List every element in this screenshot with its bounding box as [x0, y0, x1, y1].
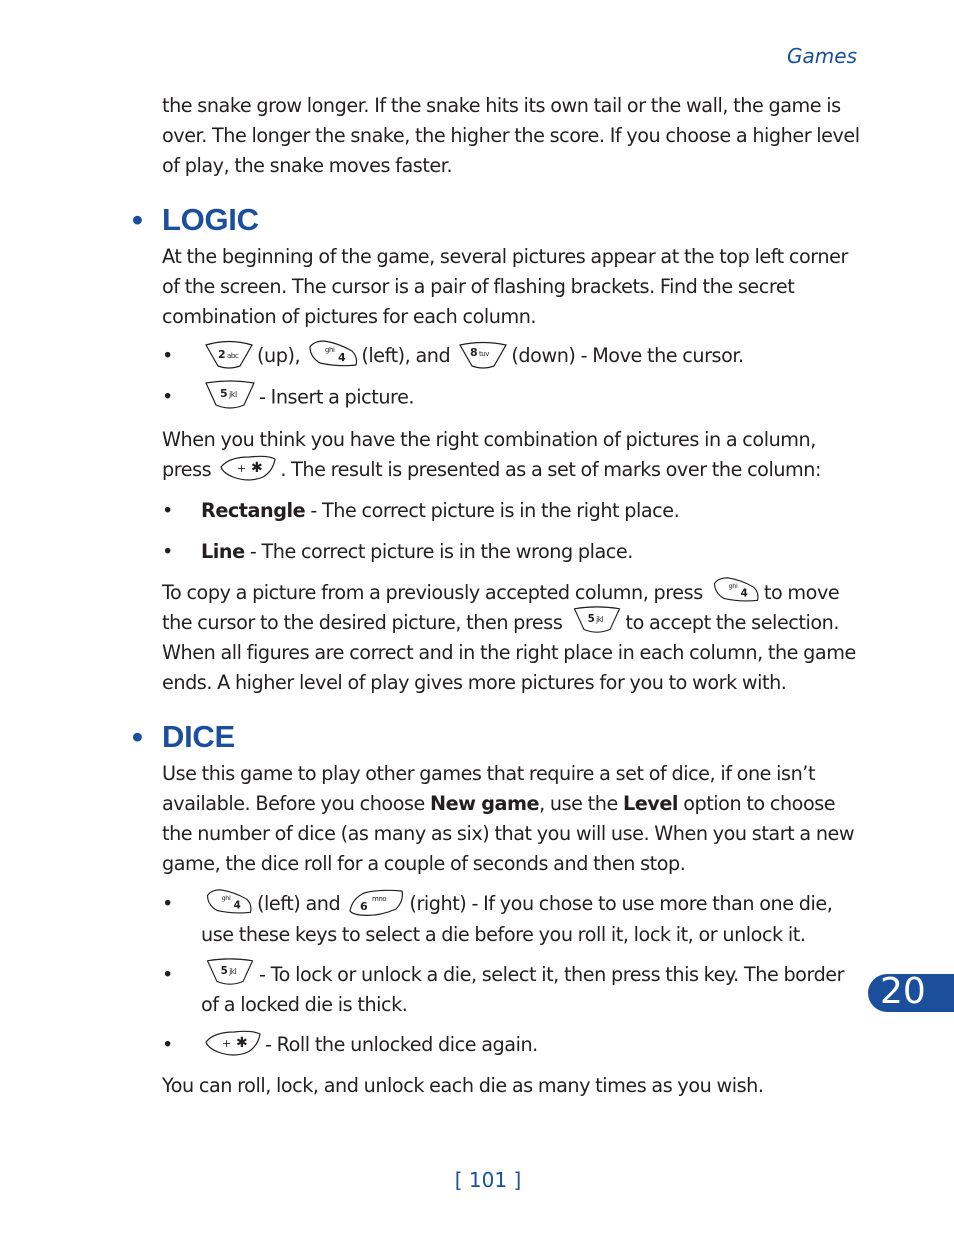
bullet: •: [162, 344, 173, 367]
list-item: [162, 341, 862, 371]
key-digit: 5: [220, 387, 228, 400]
key-digit: 5: [220, 964, 228, 977]
key-2-icon: [204, 339, 254, 369]
list-item: [162, 496, 862, 526]
bullet: •: [162, 498, 173, 522]
list-item: [162, 1030, 862, 1061]
text: to move the cursor to the desired picture, then press: [162, 580, 840, 634]
key-digit: 2: [218, 347, 226, 361]
bullet: •: [162, 962, 173, 986]
text: (right) - If you chose to use more than one die, use these keys to select a die before you roll it, lock it, or unlock it.: [201, 892, 833, 946]
bullet: •: [162, 385, 173, 408]
page-content: [132, 91, 862, 1101]
text: (left) and: [257, 892, 341, 915]
intro-paragraph: the snake grow longer. If the snake hits its own tail or the wall, the game is over. The longer the snake, the higher the score. If you choose a higher level of play, the snake moves faster.: [162, 94, 860, 177]
text: - The correct picture is in the right place.: [305, 498, 680, 522]
key-letters: ghi: [221, 893, 231, 902]
heading-bullet: •: [132, 202, 143, 237]
text: Use this game to play other games that require a set of dice, if one isn’t available. Before you choose: [162, 762, 816, 815]
text: (down) - Move the cursor.: [511, 344, 744, 367]
text: When you think you have the right combination of pictures in a column, press: [162, 428, 816, 481]
logic-paragraph-1: At the beginning of the game, several pictures appear at the top left corner of the screen. The cursor is a pair of flashing brackets. Find the secret combination of pictures for each column.: [162, 245, 848, 328]
running-header: Games: [787, 44, 857, 68]
bullet: •: [162, 539, 173, 563]
key-5-icon: [571, 605, 623, 635]
key-letters: tuv: [479, 349, 490, 358]
heading-bullet: •: [132, 719, 143, 754]
logic-title: LOGIC: [162, 202, 259, 237]
key-4-icon: [204, 888, 254, 916]
text: (up),: [257, 344, 301, 367]
dice-paragraph-1: [162, 759, 862, 879]
text: - Insert a picture.: [259, 385, 415, 409]
key-letters: +: [222, 1036, 231, 1050]
key-star-icon: [204, 1028, 262, 1058]
logic-paragraph-2: [162, 425, 862, 486]
key-letters: mno: [372, 894, 387, 903]
term-new-game: New game: [430, 792, 540, 815]
text: option to choose the number of dice (as many as six) that you will use. When you start a new game, the dice roll for a couple of seconds and then stop.: [162, 792, 855, 875]
key-digit: 6: [360, 899, 368, 913]
text: . The result is presented as a set of marks over the column:: [280, 458, 822, 481]
key-digit: 4: [740, 587, 748, 600]
key-letters: jkl: [229, 966, 237, 976]
chapter-tab: [868, 971, 954, 1012]
key-star-icon: [219, 453, 277, 483]
logic-paragraph-3: [162, 578, 862, 699]
key-digit: 5: [587, 612, 594, 625]
text: - The correct picture is in the wrong place.: [244, 539, 633, 563]
key-6-icon: [348, 887, 406, 917]
text: - To lock or unlock a die, select it, then press this key. The border of a locked die is thick.: [201, 962, 845, 1016]
list-item: [162, 537, 862, 567]
text: , use the: [539, 792, 623, 815]
text: To copy a picture from a previously accepted column, press: [162, 580, 703, 604]
logic-heading: [132, 200, 832, 240]
dice-title: DICE: [162, 719, 235, 754]
key-letters: jkl: [595, 614, 603, 624]
logic-key-list: [162, 341, 862, 414]
key-letters: +: [237, 461, 247, 475]
logic-marks-list: [162, 496, 862, 567]
term: Rectangle: [201, 498, 306, 522]
key-5-icon: [204, 957, 256, 987]
key-letters: ghi: [728, 582, 738, 591]
key-5-icon: [204, 379, 256, 411]
page-number: [ 101 ]: [454, 1168, 522, 1192]
term-level: Level: [622, 792, 679, 815]
list-item: [162, 960, 862, 1021]
dice-key-list: [162, 889, 862, 1061]
key-digit: 4: [338, 350, 346, 364]
text: to accept the selection. When all figures are correct and in the right place in each column, the game ends. A higher level of play gives more pictures for you to work with.: [162, 610, 856, 694]
key-digit: ✱: [251, 459, 263, 476]
key-digit: ✱: [236, 1034, 248, 1051]
list-item: [162, 382, 862, 414]
text: (left), and: [361, 344, 451, 367]
dice-heading: [132, 717, 832, 757]
key-digit: 4: [233, 899, 241, 912]
key-4-icon: [711, 576, 761, 604]
dice-paragraph-2: You can roll, lock, and unlock each die as many times as you wish.: [162, 1073, 764, 1097]
key-4-icon: [308, 339, 358, 369]
text: - Roll the unlocked dice again.: [265, 1033, 538, 1056]
chapter-number: 20: [880, 971, 926, 1012]
key-digit: 8: [470, 345, 478, 359]
bullet: •: [162, 892, 173, 915]
key-letters: ghi: [325, 345, 335, 354]
key-letters: abc: [227, 351, 239, 360]
key-8-icon: [458, 339, 508, 369]
bullet: •: [162, 1033, 173, 1056]
list-item: [162, 889, 862, 950]
term: Line: [201, 539, 245, 563]
key-letters: jkl: [229, 390, 237, 399]
